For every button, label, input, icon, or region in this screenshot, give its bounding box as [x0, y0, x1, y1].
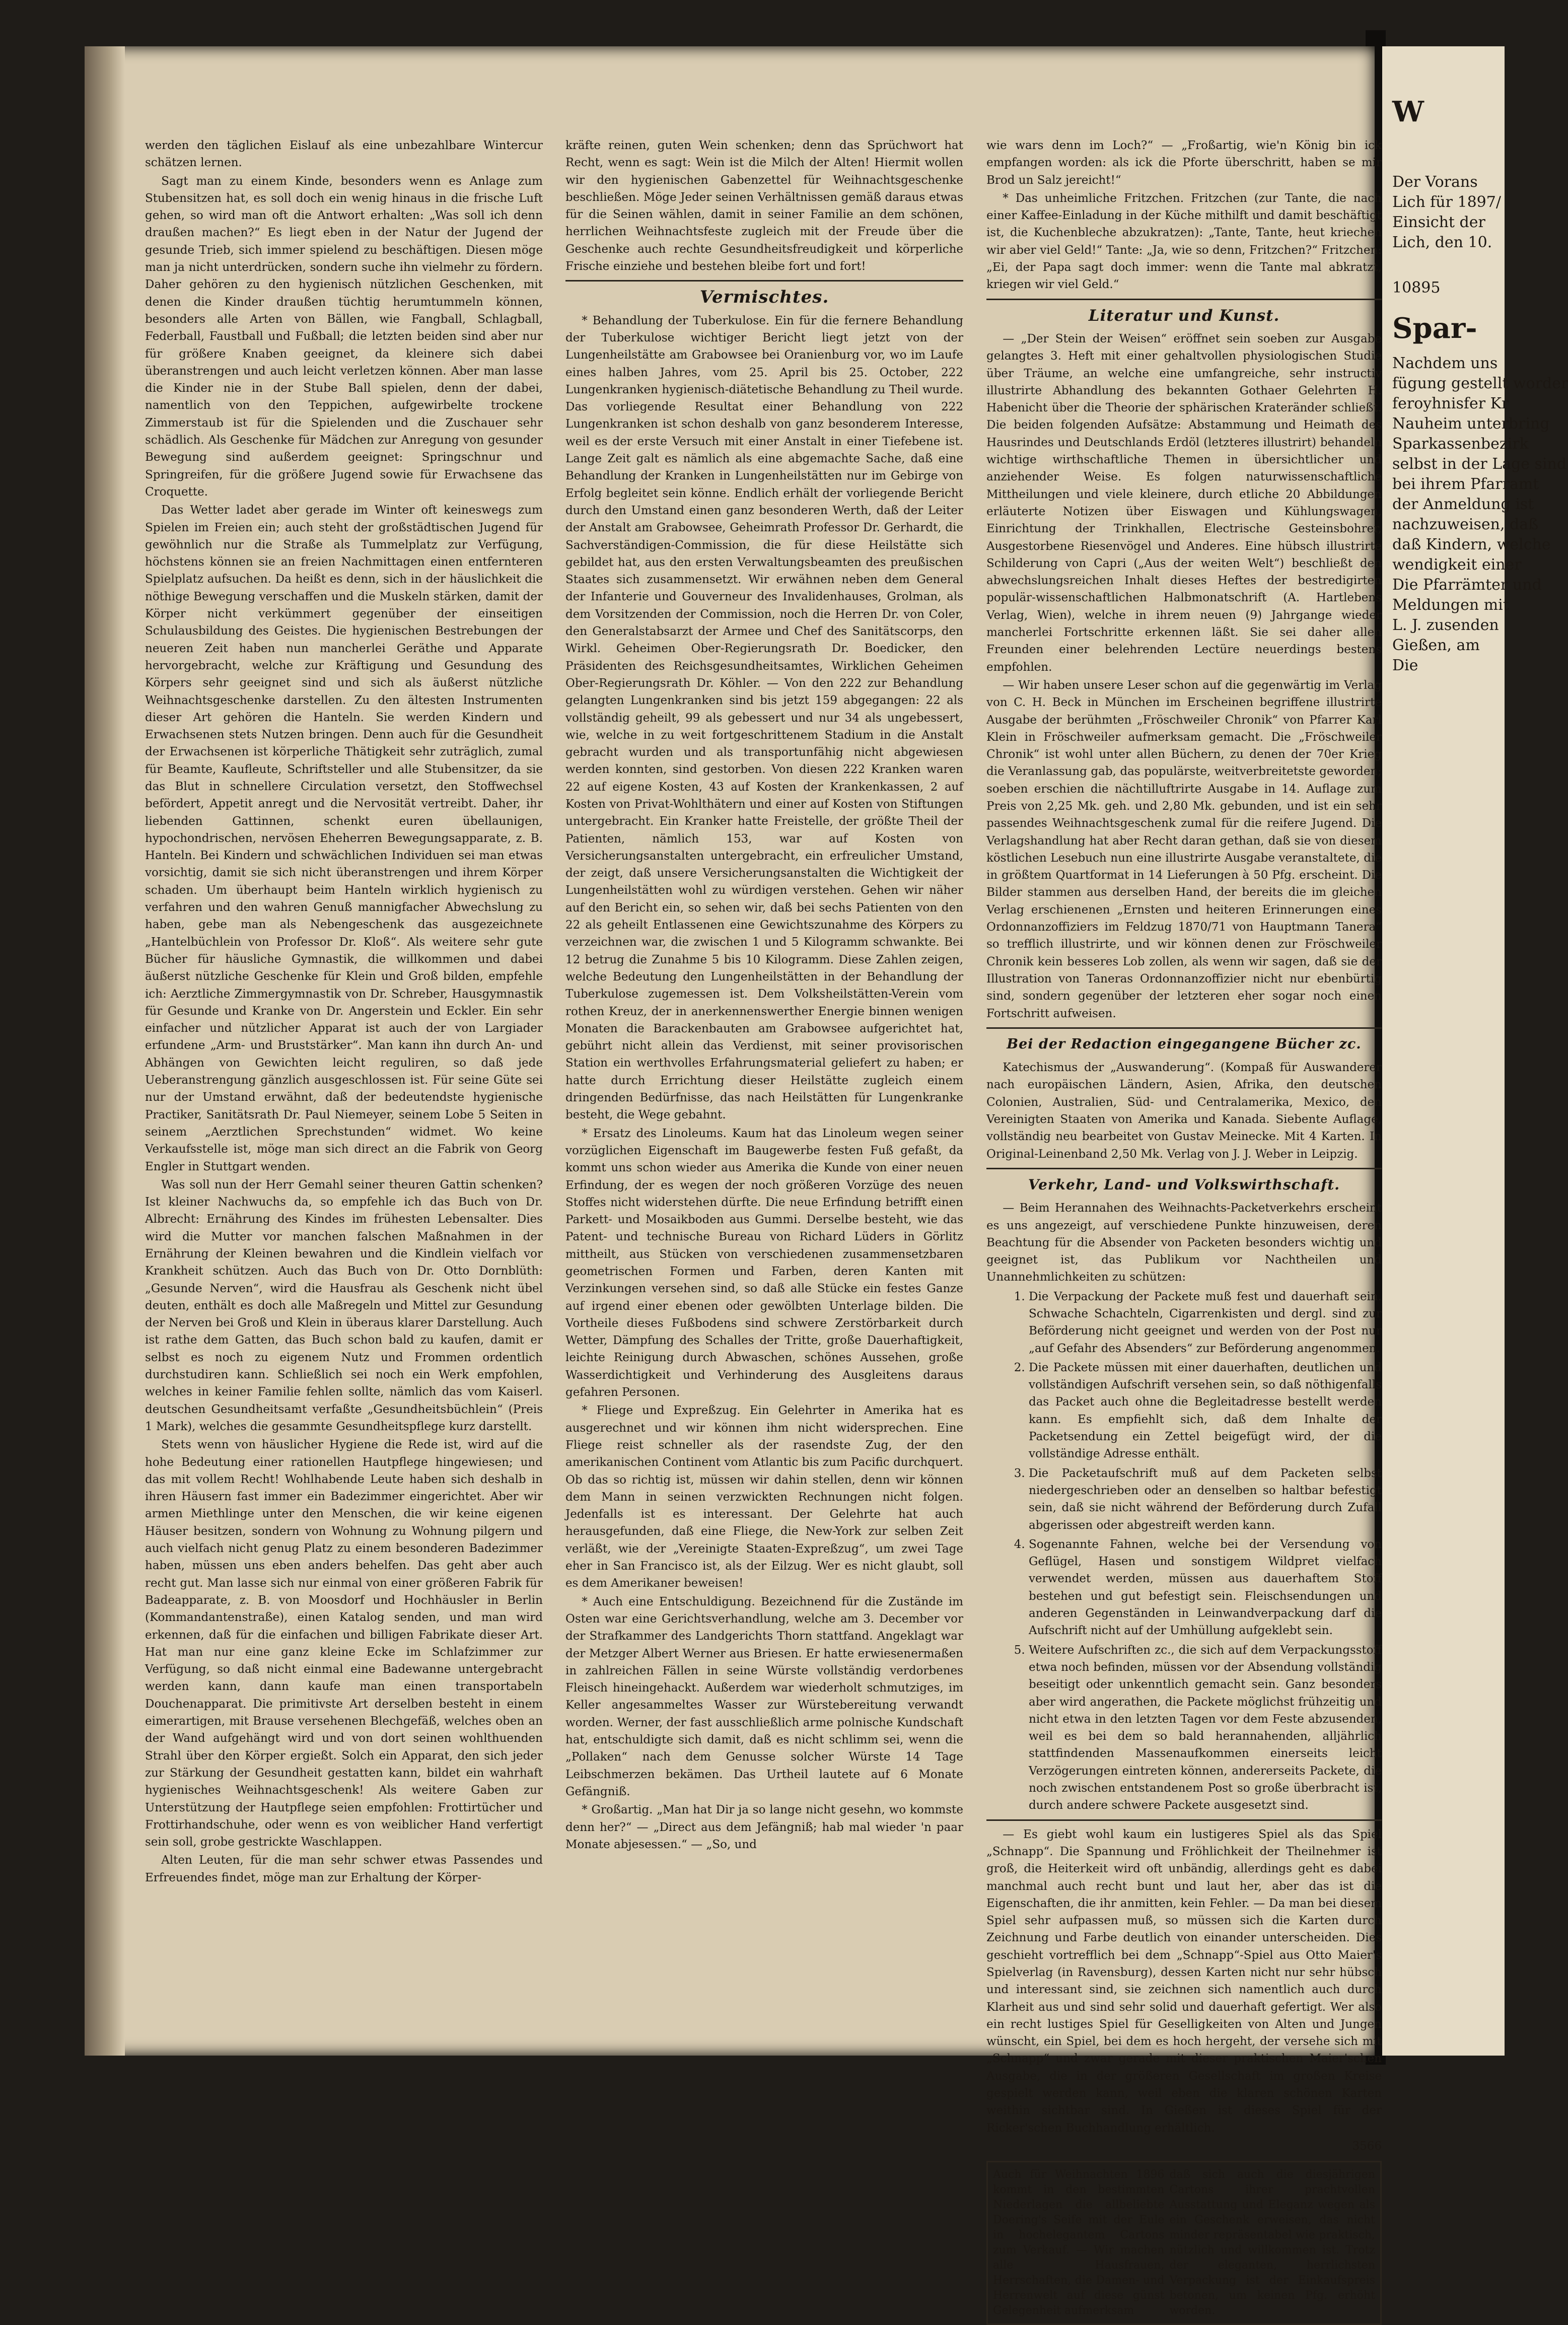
- adjacent-page-line: nachzuweisen, daß: [1392, 516, 1539, 533]
- list-item: 1. Die Verpackung der Packete muß fest und dauerhaft sein. Schwache Schachteln, Cigarrenkisten und dergl. sind zur Beförderung nicht geeignet und werden von der Post nur „auf Gefahr des Absenders“ zur Beförderung angenommen.: [1029, 1288, 1382, 1357]
- adjacent-page-line: wendigkeit einer: [1392, 556, 1522, 574]
- divider: [986, 1168, 1382, 1169]
- adjacent-page-line: Nauheim unterbring: [1392, 415, 1550, 433]
- adjacent-page-line: W: [1392, 95, 1424, 128]
- adjacent-page-line: bei ihrem Pfarramt: [1392, 475, 1539, 493]
- section-heading-vermischtes: Vermischtes.: [699, 287, 829, 308]
- adjacent-page-line: Sparkassenbezirk: [1392, 435, 1529, 453]
- adjacent-page-line: Meldungen mit: [1392, 596, 1509, 614]
- newspaper-page: [85, 46, 1382, 2317]
- ad-text-left: Auch für Weihnachten 1896 kommt in den bestimmten Niederlagen die allbeliebte Doering's Seife mit der Eule in hochelegantem Cartons zum Verkauf. — Wir machen alle Hausfrauen, Herrschaften, die Damen- und Herrenwelt auf diese günst Gelegenheit aufmerksam: [993, 2168, 1165, 2317]
- paragraph: kräfte reinen, guten Wein schenken; denn das Sprüchwort hat Recht, wenn es sagt: Wein ist die Milch der Alten! Hiermit wollen wir den hygienischen Gabenzettel für Weihnachtsgeschenke beschließen. Möge Jeder seinen Verhältnissen gemäß daraus etwas für die Seinen wählen, damit in seiner Familie an dem schönen, herrlichen Weihnachtsfeste zugleich mit der Freude über die Geschenke auch rechte Gesundheitsfreudigkeit und körperliche Frische einziehe und bestehen bleibe fort und fort!: [565, 139, 963, 273]
- adjacent-page-line: fügung gestellt worder: [1392, 375, 1568, 392]
- news-item: * Ersatz des Linoleums. Kaum hat das Linoleum wegen seiner vorzüglichen Eigenschaft im Baugewerbe festen Fuß gefaßt, da kommt uns schon wieder aus Amerika die Kunde von einer neuen Erfindung, der es wegen der noch größeren Vorzüge des neuen Stoffes nicht widerstehen dürfte. Die neue Erfindung betrifft einen Parkett- und Mosaikboden aus Gummi. Derselbe besteht, wie das Patent- und technische Bureau von Richard Lüders in Görlitz mittheilt, aus Stücken von verschiedenen zusammensetzbaren geometrischen Formen und Farben, deren Kanten mit Verzinkungen versehen sind, so daß alle Stücke ein festes Ganze auf irgend einer ebenen oder gewölbten Unterlage bilden. Die Vortheile dieses Fußbodens sind schwere Zerstörbarkeit durch Wetter, Dämpfung des Schalles der Tritte, große Dauerhaftigkeit, leichte Reinigung durch Abwaschen, schönes Aussehen, große Wasserdichtigkeit und Verhinderung des Ausgleitens daraus gefahren Personen.: [565, 1126, 963, 1399]
- news-item: * Behandlung der Tuberkulose. Ein für die fernere Behandlung der Tuberkulose wichtiger Bericht liegt jetzt von der Lungenheilstätte am Grabowsee bei Oranienburg vor, wo im Laufe eines halben Jahres, vom 25. April bis 25. October, 222 Lungenkranken hygienisch-diätetische Behandlung zu Theil wurde. Das vorliegende Resultat einer Behandlung von 222 Lungenkranken ist schon deshalb von ganz besonderem Interesse, weil es der erste Versuch mit einer Anstalt in einer Tiefebene ist. Lange Zeit galt es nämlich als eine abgemachte Sache, daß eine Behandlung der Kranken in Lungenheilstätten nur im Gebirge von Erfolg begleitet sein könne. Endlich erhält der vorliegende Bericht durch den Umstand einen ganz besonderen Werth, daß der Leiter der Anstalt am Grabowsee, Geheimrath Professor Dr. Gerhardt, die Sachverständigen-Commission, die für diese Heilstätte sich gebildet hat, aus den ersten Verwaltungsbeamten des preußischen Staates sich zusammensetzt. Wir erwähnen neben dem General der Infanterie und Gouverneur des Invalidenhauses, Grolman, als dem Vorsitzenden der Commission, noch die Herren Dr. von Coler, den Generalstabsarzt der Armee und Chef des Sanitätscorps, den Wirkl. Geheimen Ober-Regierungsrath Dr. Boedicker, den Präsidenten des Reichsgesundheitsamtes, Wirklichen Geheimen Ober-Regierungsrath Dr. Köhler. — Von den 222 zur Behandlung gelangten Lungenkranken sind bis jetzt 159 abgegangen: 22 als vollständig geheilt, 99 als gebessert und nur 34 als ungebessert, wie, welche in zu weit fortgeschrittenem Stadium in die Anstalt gebracht wurden und als transportunfähig nicht abgewiesen werden konnten, sind gestorben. Von diesen 222 Kranken waren 22 auf eigene Kosten, 43 auf Kosten der Krankenkassen, 2 auf Kosten von Privat-Wohlthätern und einer auf Kosten von Stiftungen untergebracht. Ein Kranker hatte Freistelle, der größte Theil der Patienten, nämlich 153, war auf Kosten von Versicherungsanstalten untergebracht, ein erfreulicher Umstand, der zeigt, daß unsere Versicherungsanstalten die Wichtigkeit der Lungenheilstätten wohl zu würdigen verstehen. Gehen wir näher auf den Bericht ein, so sehen wir, daß bei sechs Patienten von den 22 als geheilt Entlassenen eine Gewichtszunahme des Körpers zu verzeichnen war, die zwischen 1 und 5 Kilogramm schwankte. Bei 12 betrug die Zunahme 5 bis 10 Kilogramm. Diese Zahlen zeigen, welche Bedeutung den Lungenheilstätten in der Behandlung der Tuberkulose zugemessen ist. Dem Volksheilstätten-Verein vom rothen Kreuz, der in anerkennenswerther Energie binnen wenigen Monaten die Barackenbauten am Grabowsee aufgerichtet hat, gebührt nicht allein das Verdienst, mit seiner provisorischen Station ein werthvolles Erfahrungsmaterial geliefert zu haben; er hatte durch Errichtung dieser Heilstätte zugleich einem dringenden Bedürfnisse, das nach Heilstätten für Lungenkranke besteht, die Wege gebahnt.: [565, 314, 963, 1122]
- section-heading-verkehr: Verkehr, Land- und Volkswirthschaft.: [1028, 1176, 1340, 1193]
- adjacent-page-line: Gießen, am: [1392, 637, 1480, 654]
- column-1: [145, 137, 543, 1887]
- column-2: [565, 137, 963, 1854]
- reference-code: 3566: [1352, 2139, 1382, 2153]
- review-item: — Wir haben unsere Leser schon auf die gegenwärtig im Verlag von C. H. Beck in München im Erscheinen begriffene illustrirte Ausgabe der berühmten „Fröschweiler Chronik“ von Pfarrer Karl Klein in Fröschweiler aufmerksam gemacht. Die „Fröschweiler Chronik“ ist wohl unter allen Büchern, zu denen der 70er Krieg die Veranlassung gab, das populärste, weitverbreitetste geworden; soeben erschien die nächtilluftrirte Ausgabe in 14. Auflage zum Preis von 2,25 Mk. geh. und 2,80 Mk. gebunden, und ist ein sehr passendes Weihnachtsgeschenk zumal für die reifere Jugend. Die Verlagshandlung hat aber Recht daran gethan, daß sie von diesem köstlichen Lesebuch nun eine illustrirte Ausgabe veranstaltete, die in größtem Quartformat in 14 Lieferungen à 50 Pfg. erscheint. Die Bilder stammen aus derselben Hand, der bereits die im gleichen Verlag erschienenen „Ernsten und heiteren Erinnerungen eines Ordonnanzoffiziers im Feldzug 1870/71 von Hauptmann Tanera“ so trefflich illustrirte, und wir können denen zur Fröschweiler Chronik kein besseres Lob zollen, als wenn wir sagen, daß sie der Illustration von Taneras Ordonnanzoffizier nicht nur ebenbürtig sind, sondern gegenüber der letzteren eher sogar noch einen Fortschritt aufweisen.: [986, 678, 1382, 1020]
- divider: [986, 1819, 1382, 1821]
- list-item: 3. Die Packetaufschrift muß auf dem Packeten selbst niedergeschrieben oder an denselben so haltbar befestigt sein, daß sie nicht während der Beförderung durch Zufall abgerissen oder abgestreift werden kann.: [1029, 1465, 1382, 1534]
- adjacent-page-line: Lich für 1897/: [1392, 193, 1501, 211]
- list-item: 4. Sogenannte Fahnen, welche bei der Versendung von Geflügel, Hasen und sonstigem Wildpret vielfach verwendet werden, müssen aus dauerhaftem Stoff bestehen und gut befestigt sein. Fleischsendungen und anderen Gegenständen in Leinwandverpackung darf die Aufschrift nicht auf der Umhüllung aufgeklebt sein.: [1029, 1536, 1382, 1640]
- paragraph: Sagt man zu einem Kinde, besonders wenn es Anlage zum Stubensitzen hat, es soll doch ein wenig hinaus in die frische Luft gehen, so wird man oft die Antwort erhalten: „Was soll ich denn draußen machen?“ Es liegt eben in der Natur der Jugend der gesunde Trieb, sich immer spielend zu beschäftigen. Diesen möge man ja nicht unterdrücken, sondern suche ihn vielmehr zu fördern. Daher gehören zu den hygienisch nützlichen Geschenken, mit denen die Kinder draußen tüchtig herumtummeln können, besonders alle Arten von Bällen, wie Fangball, Schlagball, Federball, Faustball und Fußball; die letzten beiden sind aber nur für größere Knaben geeignet, da kleinere sich dabei überanstrengen und auch leicht verletzen können. Aber man lasse die Kinder nie in der Stube Ball spielen, denn der dabei, namentlich von den Teppichen, aufgewirbelte trockene Zimmerstaub ist für die Spielenden und die Zuschauer sehr schädlich. Als Geschenke für Mädchen zur Anregung von gesunder Bewegung sind außerdem geeignet: Springschnur und Springreifen, für die größere Jugend sowie für Erwachsene das Croquette.: [145, 174, 543, 499]
- adjacent-page-line: 10895: [1392, 279, 1441, 297]
- adjacent-page-edge: [1382, 46, 1568, 2056]
- list-item: 5. Weitere Aufschriften zc., die sich auf dem Verpackungsstoff etwa noch befinden, müssen vor der Absendung vollständig beseitigt oder unkenntlich gemacht sein. Ganz besonders aber wird angerathen, die Packete möglichst frühzeitig und nicht etwa in den letzten Tagen vor dem Feste abzusenden, weil es bei dem so bald herannahenden, alljährlich stattfindenden Massenaufkommen einerseits leicht Verzögerungen eintreten können, andererseits Packete, die noch zwischen entstandenem Post so große überbracht ist, durch andere schwere Packete ausgesetzt sind.: [1029, 1642, 1382, 1814]
- adjacent-page-line: feroyhnisfer Kr: [1392, 395, 1509, 412]
- divider: [986, 1027, 1382, 1029]
- adjacent-page-line: selbst in der Lage sind: [1392, 455, 1567, 473]
- adjacent-page-line: Lich, den 10.: [1392, 234, 1492, 251]
- news-item: * Fliege und Expreßzug. Ein Gelehrter in Amerika hat es ausgerechnet und wir können ihm nicht widersprechen. Eine Fliege reist schneller als der rasendste Zug, der den amerikanischen Continent vom Atlantic bis zum Pacific durchquert. Ob das so richtig ist, müssen wir dahin stellen, denn wir können dem Mann in seinen verzwickten Rechnungen nicht folgen. Jedenfalls ist es interessant. Der Gelehrte hat auch herausgefunden, daß eine Fliege, die New-York zur selben Zeit verläßt, wie der „Vereinigte Staaten-Expreßzug“, um zwei Tage eher in San Francisco ist, als der Eilzug. Wer es nicht glaubt, soll es dem Amerikaner beweisen!: [565, 1404, 963, 1590]
- column-3: [986, 137, 1382, 2325]
- adjacent-page-line: Spar-: [1392, 312, 1477, 345]
- paragraph: Was soll nun der Herr Gemahl seiner theuren Gattin schenken? Ist kleiner Nachwuchs da, so empfehle ich das Buch von Dr. Albrecht: Ernährung des Kindes im frühesten Lebensalter. Dies wird die Mutter vor manchen falschen Maßnahmen in der Ernährung der Kleinen bewahren und die Kindlein vielfach vor Krankheit schützen. Auch das Buch von Dr. Otto Dornblüth: „Gesunde Nerven“, wird die Hausfrau als Geschenk nicht übel deuten, enthält es doch alle Maßregeln und Mittel zur Gesundung der Nerven bei Groß und Klein in überaus klarer Darstellung. Auch ist rathe dem Gatten, das Buch schon bald zu kaufen, damit er selbst es noch zu eigenem Nutz und Frommen ordentlich durchstudiren kann. Schließlich sei noch ein Werk empfohlen, welches in keiner Familie fehlen sollte, nämlich das vom Kaiserl. deutschen Gesundheitsamt verfaßte „Gesundheitsbüchlein“ (Preis 1 Mark), welches die gesammte Gesundheitspflege kurz darstellt.: [145, 1178, 543, 1433]
- divider: [986, 299, 1382, 300]
- paragraph: Alten Leuten, für die man sehr schwer etwas Passendes und Erfreuendes findet, möge man zur Erhaltung der Körper-: [145, 1854, 543, 1884]
- section-heading-books: Bei der Redaction eingegangene Bücher zc.: [1007, 1036, 1362, 1052]
- packet-rules-list: [1009, 1288, 1382, 1814]
- paragraph: — Beim Herannahen des Weihnachts-Packetverkehrs erscheint es uns angezeigt, auf verschiedene Punkte hinzuweisen, deren Beachtung für die Absender von Packeten besonders wichtig und geeignet ist, das Publikum vor Nachtheilen und Unannehmlichkeiten zu schützen:: [986, 1202, 1382, 1284]
- divider: [565, 280, 963, 281]
- list-item: 2. Die Packete müssen mit einer dauerhaften, deutlichen und vollständigen Aufschrift versehen sein, so daß nöthigenfalls das Packet auch ohne die Begleitadresse bestellt werden kann. Es empfiehlt sich, daß dem Inhalte der Packetsendung ein Zettel beigefügt wird, der die vollständige Adresse enthält.: [1029, 1359, 1382, 1463]
- paragraph: werden den täglichen Eislauf als eine unbezahlbare Wintercur schätzen lernen.: [145, 139, 543, 170]
- adjacent-page-line: der Anmeldung ist: [1392, 496, 1534, 513]
- news-item: * Auch eine Entschuldigung. Bezeichnend für die Zustände im Osten war eine Gerichtsverhandlung, welche am 3. December vor der Strafkammer des Landgerichts Thorn stattfand. Angeklagt war der Metzger Albert Werner aus Briesen. Er hatte erwiesenermaßen in zahlreichen Fällen in seine Würste vollständig verdorbenes Fleisch hineingehackt. Außerdem war wiederholt schmutziges, im Keller angesammeltes Wasser zur Würstebereitung verwandt worden. Werner, der fast ausschließlich arme polnische Kundschaft hat, entschuldigte sich damit, daß es nicht schlimm sei, wenn die „Pollaken“ nach dem Genusse solcher Würste 14 Tage Leibschmerzen bekämen. Das Urtheil lautete auf 6 Monate Gefängniß.: [565, 1595, 963, 1798]
- adjacent-page-line: Die Pfarrämter und: [1392, 576, 1542, 594]
- adjacent-page-line: Der Vorans: [1392, 173, 1478, 191]
- paragraph: — Es giebt wohl kaum ein lustigeres Spiel als das Spiel „Schnapp“. Die Spannung und Fröhlichkeit der Theilnehmer ist groß, die Heiterkeit wird oft unbändig, allerdings geht es dabei manchmal auch recht bunt und laut her, aber das ist die Eigenschaften, die ihr anmitten, kein Fehler. — Da man bei diesem Spiel sehr aufpassen muß, so müssen sich die Karten durch Zeichnung und Farbe deutlich von einander unterscheiden. Dies geschieht vortrefflich bei dem „Schnapp“-Spiel aus Otto Maier's Spielverlag (in Ravensburg), dessen Karten nicht nur sehr hübsch und interessant sind, sie zeichnen sich namentlich auch durch Klarheit aus und sind sehr solid und dauerhaft gefertigt. Wer also ein recht lustiges Spiel für Geselligkeiten von Alten und Jungen wünscht, ein Spiel, bei dem es hoch hergeht, der versehe sich mit „Schnapp“ und zwar gerade mit dieser praktischen Maier'schen Ausgabe, die in der größeren Gesellschaft im großen Kreise gespielt werden kann, weil eben die klaren schönen Karten weithin sichtbar sind. In Gießen ist dieses Spiel für der Ricker'schen Buchhandlung erhältlich.: [986, 1827, 1382, 2135]
- paragraph: Stets wenn von häuslicher Hygiene die Rede ist, wird auf die hohe Bedeutung einer rationellen Hautpflege hingewiesen; und das mit vollem Recht! Wohlhabende Leute haben sich deshalb in ihren Häusern fast immer ein Badezimmer eingerichtet. Aber wir armen Miethlinge unter den Menschen, die wir keine eigenen Häuser besitzen, sondern von Wohnung zu Wohnung pilgern und auch vielfach nicht genug Platz zu einem besonderen Badezimmer haben, müssen uns eben anders behelfen. Das geht aber auch recht gut. Man lasse sich nur einmal von einer größeren Fabrik für Badeapparate, z. B. von Moosdorf und Hochhäusler in Berlin (Kommandantenstraße), einen Katalog senden, und man wird erkennen, daß für die einfachen und billigen Fabrikate dieser Art. Hat man nur eine ganz kleine Ecke im Schlafzimmer zur Verfügung, so daß nicht einmal eine Badewanne untergebracht werden kann, dann kaufe man einen transportabeln Douchenapparat. Die primitivste Art derselben besteht in einem eimerartigen, mit Brause versehenen Blechgefäß, welches oben an der Wand aufgehängt wird und von dort seinen wohlthuenden Strahl über den Körper ergießt. Solch ein Apparat, den sich jeder zur Stärkung der Gesundheit gestatten kann, bildet ein wahrhaft hygienisches Weihnachtsgeschenk! Als weitere Gaben zur Unterstützung der Hautpflege seien empfohlen: Frottirtücher und Frottirhandschuhe, oder wenn es von weiblicher Hand verfertigt sein soll, grobe gestrickte Waschlappen.: [145, 1438, 543, 1849]
- news-item: * Das unheimliche Fritzchen. Fritzchen (zur Tante, die nach einer Kaffee-Einladung in der Küche mithilft und damit beschäftigt ist, die Kuchenbleche abzukratzen): „Tante, Tante, heut kriechen wir aber viel Geld!“ Tante: „Ja, wie so denn, Fritzchen?“ Fritzchen: „Ei, der Papa sagt doch immer: wenn die Tante mal abkratzt, kriegen wir viel Geld.“: [986, 191, 1382, 292]
- book-entry: Katechismus der „Auswanderung“. (Kompaß für Auswanderer nach europäischen Ländern, Asien, Afrika, den deutschen Colonien, Australien, Süd- und Centralamerika, Mexico, den Vereinigten Staaten von Amerika und Kanada. Siebente Auflage, vollständig neu bearbeitet von Gustav Meinecke. Mit 4 Karten. In Original-Leinenband 2,50 Mk. Verlag von J. J. Weber in Leipzig.: [986, 1061, 1382, 1161]
- adjacent-page-line: daß Kindern, welche: [1392, 536, 1551, 553]
- paragraph: wie wars denn im Loch?“ — „Froßartig, wie'n König bin ick empfangen worden: als ick die Pforte überschritt, haben se mir Brod un Salz jereicht!“: [986, 139, 1382, 187]
- adjacent-page-line: Einsicht der: [1392, 214, 1485, 231]
- section-heading-literatur: Literatur und Kunst.: [1088, 306, 1280, 325]
- adjacent-page-line: L. J. zusenden: [1392, 616, 1499, 634]
- ad-text-right: daß sich auch die diesjährigen Cartons ihrer prachtvollen Ausstattung und Eleganz wegen als ein Geschenk erweisen, das nicht minder repräsentabel wie praktisch, nützlich und willkommen ist. Trotz der eleganten, herrlichsten Verpackung ist der Einkaufspreis betonen, um keinen Pfg. erhöht worden.: [1169, 2168, 1375, 2317]
- adjacent-page-line: Nachdem uns: [1392, 355, 1498, 372]
- advertisement-doering-seife: [986, 2161, 1382, 2325]
- paragraph: Das Wetter ladet aber gerade im Winter oft keineswegs zum Spielen im Freien ein; auch steht der großstädtischen Jugend für gewöhnlich nur die Straße als Tummelplatz zur Verfügung, höchstens können sie an freien Nachmittagen einen entfernteren Spielplatz aufsuchen. Da heißt es denn, sich in der häuslichkeit die nöthige Bewegung verschaffen und die Muskeln stärken, damit der Körper nicht verkümmert gegenüber der einseitigen Schulausbildung des Geistes. Die hygienischen Bestrebungen der neueren Zeit haben nun mancherlei Geräthe und Apparate hervorgebracht, welche zur Kräftigung und Gesundung des Körpers sehr geeignet sind und sich als äußerst nützliche Weihnachtsgeschenke darstellen. Zu den ältesten Instrumenten dieser Art gehören die Hanteln. Sie werden Kindern und Erwachsenen stets Nutzen bringen. Denn auch für die Gesundheit der Erwachsenen ist körperliche Thätigkeit sehr zuträglich, zumal für Beamte, Kaufleute, Schriftsteller und alle Stubensitzer, da sie das Blut in schnellere Circulation versetzt, den Stoffwechsel befördert, Appetit anregt und die Nervosität vertreibt. Daher, ihr liebenden Gattinnen, schenkt euren übellaunigen, hypochondrischen, nervösen Eheherren Bewegungsapparate, z. B. Hanteln. Bei Kindern und schwächlichen Individuen sei man etwas vorsichtig, damit sie sich nicht überanstrengen und ihrem Körper schaden. Um überhaupt beim Hanteln wirklich hygienisch zu verfahren und den wahren Genuß mannigfacher Abwechslung zu haben, gebe man als Nebengeschenk das ausgezeichnete „Hantelbüchlein von Professor Dr. Kloß“. Als weitere sehr gute Bücher für häusliche Gymnastik, die willkommen und dabei äußerst nützliche Geschenke für Klein und Groß bilden, empfehle ich: Aerztliche Zimmergymnastik von Dr. Schreber, Hausgymnastik für Gesunde und Kranke von Dr. Angerstein und Eckler. Ein sehr einfacher und nützlicher Apparat ist auch der von Largiader erfundene „Arm- und Bruststärker“. Man kann ihn durch An- und Abhängen von Gewichten leicht reguliren, so daß jede Ueberanstrengung gänzlich ausgeschlossen ist. Für seine Güte sei nur der Umstand erwähnt, daß der bedeutendste hygienische Practiker, Sanitätsrath Dr. Paul Niemeyer, seinem Lobe 5 Seiten in seinem „Aerztlichen Sprechstunden“ widmet. Wo keine Verkaufsstelle ist, möge man sich direct an die Fabrik von Georg Engler in Stuttgart wenden.: [145, 504, 543, 1173]
- adjacent-page-line: Die: [1392, 657, 1418, 674]
- review-item: — „Der Stein der Weisen“ eröffnet sein soeben zur Ausgabe gelangtes 3. Heft mit einer gehaltvollen physiologischen Studie über Träume, an welche eine umfangreiche, sehr instructiv illustrirte Abhandlung des bekannten Gothaer Gelehrten H. Habenicht über die Theorie der sphärischen Krateränder schließt. Die beiden folgenden Aufsätze: Abstammung und Heimath des Hausrindes und Deutschlands Erdöl (letzteres illustrirt) behandeln wichtige wirthschaftliche Themen in übersichtlicher und anziehender Weise. Es folgen naturwissenschaftliche Mittheilungen und viele kleinere, durch etliche 20 Abbildungen erläuterte Notizen über Eiswagen und Kühlungswagen, Einrichtung der Trinkhallen, Electrische Gesteinsbohrer, Ausgestorbene Riesenvögel und Anderes. Eine hübsch illustrirte Schilderung von Capri („Aus der weiten Welt“) beschließt den abwechslungsreichen Inhalt dieses Heftes der bestredigirten populär-wissenschaftlichen Halbmonatschrift (A. Hartlebens Verlag, Wien), welche in ihrem neuen (9) Jahrgange wieder mancherlei Fortschritte erkennen läßt. Sie sei daher allen Freunden einer belehrenden Lectüre neuerdings bestens empfohlen.: [986, 332, 1382, 674]
- news-item: * Großartig. „Man hat Dir ja so lange nicht gesehn, wo kommste denn her?“ — „Direct aus dem Jefängniß; hab mal wieder 'n paar Monate abjesessen.“ — „So, und: [565, 1803, 963, 1851]
- page-gutter: [85, 46, 125, 2056]
